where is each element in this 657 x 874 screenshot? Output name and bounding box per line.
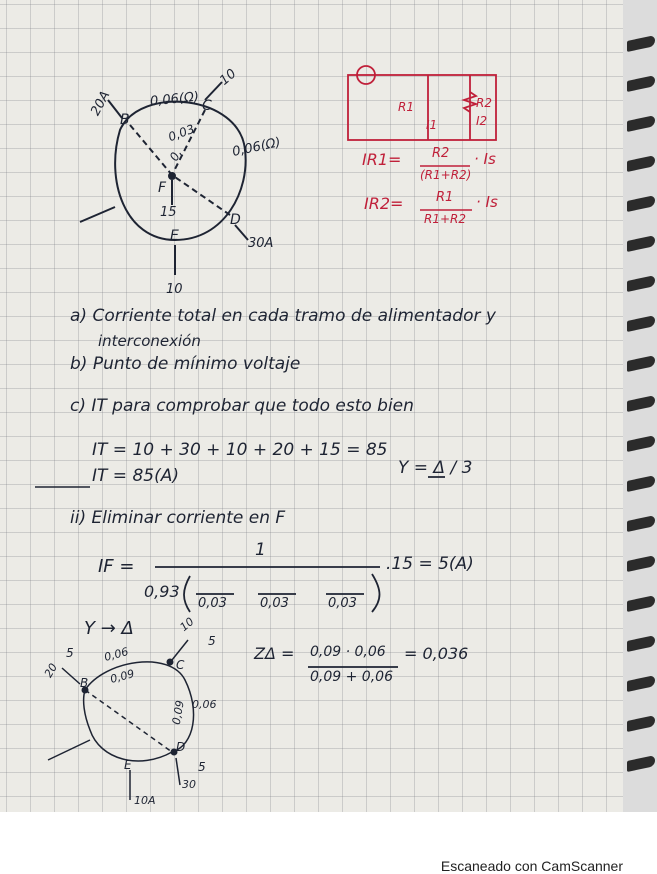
binding-ring [627, 435, 655, 452]
circuit-frame [348, 75, 496, 140]
binding-ring [627, 195, 655, 212]
bottom-imp2: 0,09 [108, 667, 136, 686]
top-link-b [130, 125, 172, 175]
formula2-rhs: · Is [476, 193, 498, 211]
bottom-node-e: E [124, 758, 132, 772]
if-numerator: 1 [255, 540, 266, 560]
z-numerator: 0,09 · 0,06 [310, 644, 386, 660]
bottom-current-b: 20 [41, 661, 61, 680]
binding-ring [627, 395, 655, 412]
if-frac2: 0,03 [260, 596, 289, 611]
z-lhs: ZΔ = [254, 644, 295, 663]
circuit-i2: I2 [476, 114, 488, 128]
scan-footer [0, 812, 657, 872]
formula1-num: R2 [432, 146, 450, 161]
if-den-coef: 0,93 [144, 582, 180, 601]
bottom-arrow-b [62, 668, 80, 684]
top-node-f-dot [168, 172, 176, 180]
scanner-watermark: Escaneado con CamScanner [440, 858, 623, 874]
top-link-d [172, 175, 230, 215]
note-c-line: c) IT para comprobar que todo esto bien [70, 396, 414, 416]
binding-ring [627, 115, 655, 132]
top-node-c: C [202, 98, 212, 114]
binding-ring [627, 755, 655, 772]
bottom-arrow-d [176, 758, 180, 785]
bottom-current-d2: 5 [198, 760, 206, 774]
top-arrow-in [80, 207, 115, 222]
note-sum-line: IT = 10 + 30 + 10 + 20 + 15 = 85 [92, 440, 388, 460]
top-node-b: B [120, 112, 130, 128]
bottom-chord [85, 690, 172, 752]
binding-ring [627, 35, 655, 52]
binding-ring [627, 75, 655, 92]
bottom-arrow-in [48, 740, 90, 760]
circuit-r1: R1 [398, 100, 414, 114]
bottom-current-c: 10 [177, 615, 197, 634]
y-delta-label: Y → Δ [84, 618, 134, 639]
top-node-f: F [158, 180, 167, 196]
top-link-c [172, 110, 205, 175]
formula1-rhs: · Is [474, 150, 496, 168]
circuit-i1: I1 [426, 118, 438, 132]
bottom-arrow-c [172, 640, 188, 660]
z-denominator: 0,09 + 0,06 [310, 669, 393, 685]
top-current-e: 10 [166, 282, 183, 297]
if-tail: .15 = 5(A) [386, 554, 474, 574]
top-current-b: 20A [88, 88, 114, 119]
binding-ring [627, 315, 655, 332]
binding-ring [627, 235, 655, 252]
top-current-f: 15 [160, 205, 177, 220]
circuit-r2: R2 [476, 96, 492, 110]
bottom-node-d: D [176, 740, 186, 754]
if-label: IF = [98, 556, 135, 577]
binding-ring [627, 595, 655, 612]
formula1-den: (R1+R2) [420, 168, 472, 182]
formula1-lhs: IR1= [362, 150, 402, 169]
binding-ring [627, 475, 655, 492]
formula2-den: R1+R2 [424, 212, 466, 226]
binding-ring [627, 635, 655, 652]
note-total-line: IT = 85(A) [92, 466, 179, 486]
binding-ring [627, 715, 655, 732]
spiral-binding [623, 0, 657, 812]
binding-ring [627, 675, 655, 692]
bottom-current-e: 10A [134, 794, 156, 807]
binding-ring [627, 515, 655, 532]
bottom-imp1: 0,06 [102, 645, 130, 664]
note-b-line: b) Punto de mínimo voltaje [70, 354, 301, 374]
bottom-node-b: B [80, 676, 89, 690]
bottom-current-b2: 5 [66, 646, 74, 660]
top-imp-cd: 0,06(Ω) [230, 135, 283, 160]
binding-ring [627, 275, 655, 292]
binding-ring [627, 555, 655, 572]
bottom-node-c: C [176, 658, 185, 672]
formula2-lhs: IR2= [364, 194, 404, 213]
top-current-d: 30A [248, 236, 274, 251]
if-paren-right [372, 574, 380, 612]
note-ii-line: ii) Eliminar corriente en F [70, 508, 286, 528]
top-network-loop [115, 102, 245, 240]
top-current-c: 10 [217, 66, 240, 89]
z-result: = 0,036 [404, 644, 469, 663]
bottom-imp4: 0,09 [169, 699, 187, 726]
if-frac3: 0,03 [328, 596, 357, 611]
if-paren-left [184, 576, 190, 612]
bottom-current-d: 30 [182, 778, 196, 791]
top-node-d: D [230, 212, 241, 228]
top-node-e: E [170, 228, 179, 244]
note-a-line2: interconexión [98, 332, 201, 350]
note-a-line1: a) Corriente total en cada tramo de alimentador y [70, 306, 496, 326]
bottom-imp3: 0,06 [192, 698, 217, 711]
bottom-current-c2: 5 [208, 634, 216, 648]
note-y-ratio: Y = Δ / 3 [398, 458, 473, 478]
if-frac1: 0,03 [198, 596, 227, 611]
binding-ring [627, 155, 655, 172]
formula2-num: R1 [436, 190, 454, 205]
binding-ring [627, 355, 655, 372]
top-imp-inner2: 0, [166, 146, 185, 164]
top-imp-bc: 0,06(Ω) [149, 89, 200, 110]
top-imp-inner1: 0,03 [166, 121, 197, 145]
bottom-node-c-dot [167, 659, 174, 666]
